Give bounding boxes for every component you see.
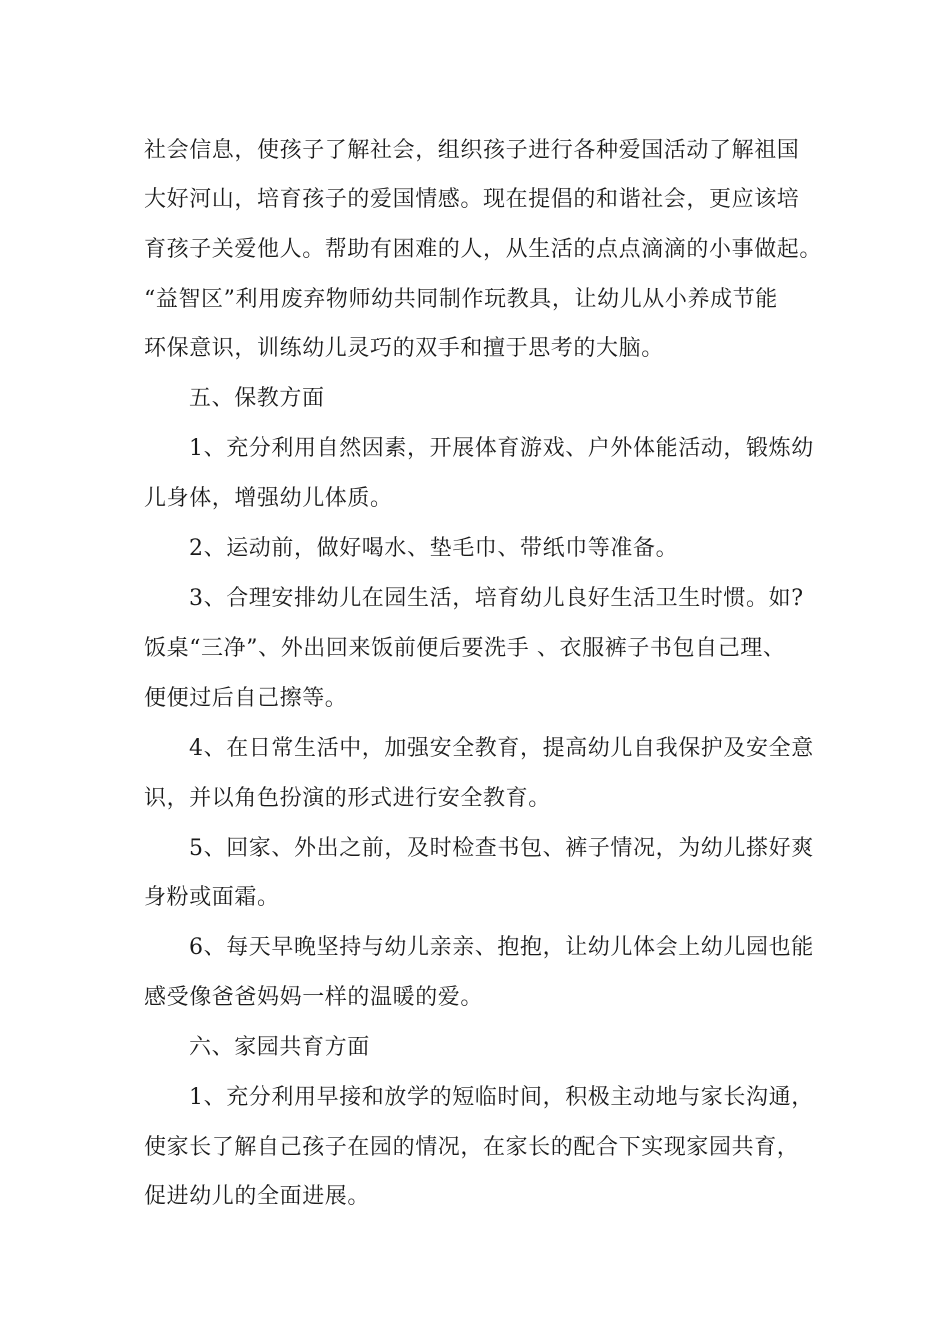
list-item-6-line: 感受像爸爸妈妈一样的温暖的爱。: [144, 985, 484, 1010]
section-heading-5: 五、保教方面: [189, 386, 325, 411]
list-item-4-line: 识，并以角色扮演的形式进行安全教育。: [144, 786, 551, 811]
list-item-6-line: 6、每天早晚坚持与幼儿亲亲、抱抱，让幼儿体会上幼儿园也能: [189, 935, 814, 960]
list-item-3-line: 饭桌“三净”、外出回来饭前便后要洗手 、衣服裤子书包自己理、: [144, 636, 786, 661]
paragraph-line: 育孩子关爱他人。帮助有困难的人，从生活的点点滴滴的小事做起。: [144, 237, 823, 262]
paragraph-line: “益智区”利用废弃物师幼共同制作玩教具，让幼儿从小养成节能: [144, 287, 778, 312]
paragraph-line: 大好河山，培育孩子的爱国情感。现在提倡的和谐社会，更应该培: [144, 187, 800, 212]
paragraph-line: 社会信息，使孩子了解社会，组织孩子进行各种爱国活动了解祖国: [144, 138, 800, 163]
list-item-5-line: 身粉或面霜。: [144, 885, 280, 910]
list-item-1-line: 1、充分利用自然因素，开展体育游戏、户外体能活动，锻炼幼: [189, 436, 814, 461]
list-item-7-line: 1、充分利用早接和放学的短临时间，积极主动地与家长沟通，: [189, 1085, 814, 1110]
list-item-7-line: 使家长了解自己孩子在园的情况，在家长的配合下实现家园共育，: [144, 1135, 800, 1160]
list-item-3-line: 便便过后自己擦等。: [144, 686, 348, 711]
list-item-4-line: 4、在日常生活中，加强安全教育，提高幼儿自我保护及安全意: [189, 736, 814, 761]
paragraph-line: 环保意识，训练幼儿灵巧的双手和擅于思考的大脑。: [144, 336, 664, 361]
list-item-5-line: 5、回家、外出之前，及时检查书包、裤子情况，为幼儿搽好爽: [189, 836, 814, 861]
list-item-2-line: 2、运动前，做好喝水、垫毛巾、带纸巾等准备。: [189, 536, 679, 561]
list-item-3-line: 3、合理安排幼儿在园生活，培育幼儿良好生活卫生时惯。如?: [189, 586, 804, 611]
list-item-1-line: 儿身体，增强幼儿体质。: [144, 486, 393, 511]
list-item-7-line: 促进幼儿的全面进展。: [144, 1184, 371, 1209]
section-heading-6: 六、家园共育方面: [189, 1035, 370, 1060]
